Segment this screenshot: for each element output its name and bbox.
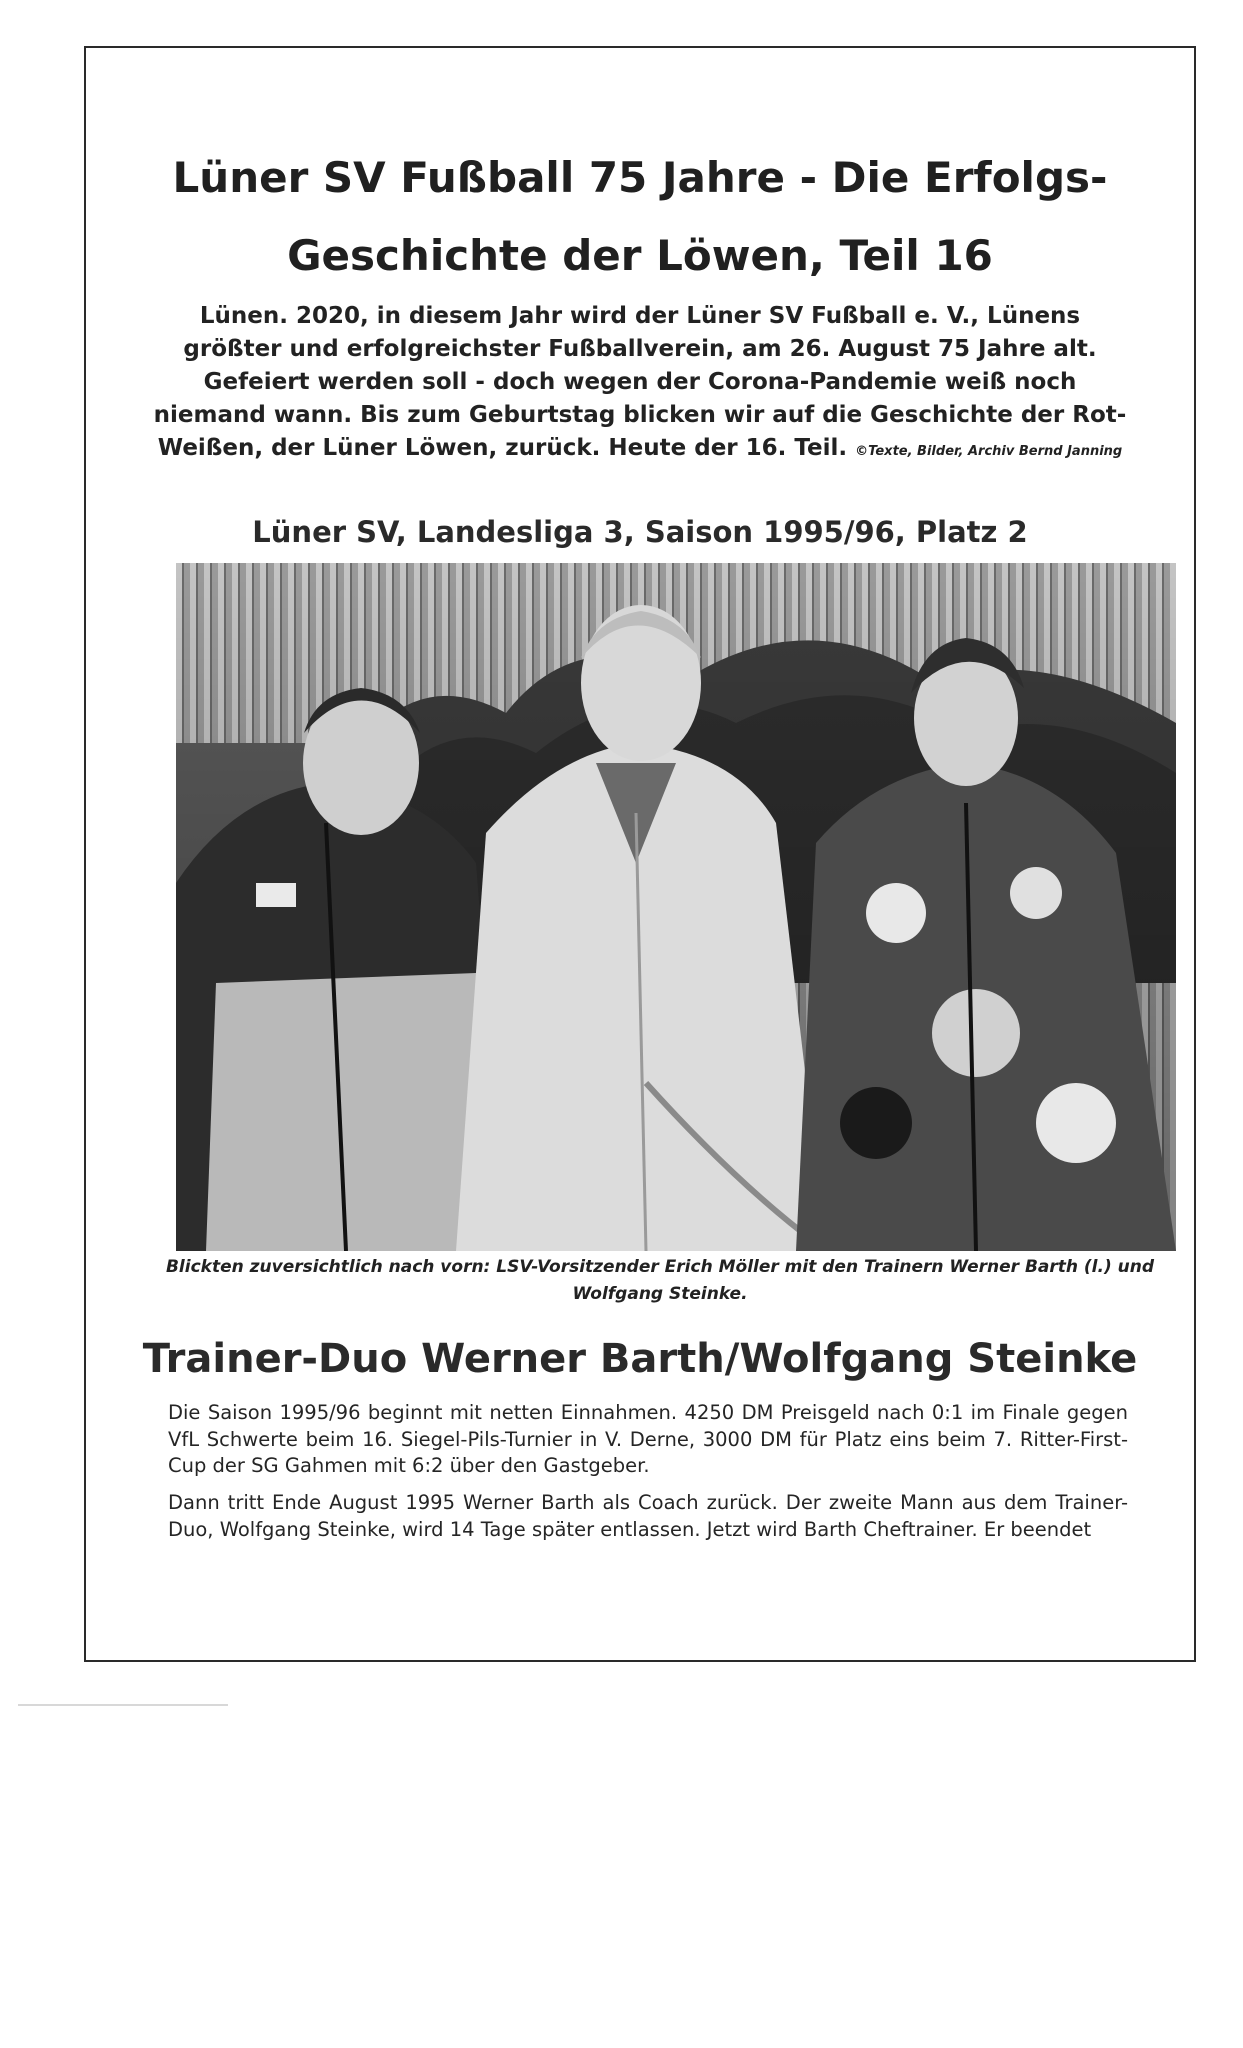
season-subhead: Lüner SV, Landesliga 3, Saison 1995/96, Platz 2 bbox=[252, 515, 1028, 549]
article-title-line-2: Geschichte der Löwen, Teil 16 bbox=[287, 231, 993, 280]
article-title-line-1: Lüner SV Fußball 75 Jahre - Die Erfolgs- bbox=[172, 153, 1108, 202]
team-photo bbox=[176, 563, 1176, 1251]
article-intro bbox=[150, 300, 1130, 468]
intro-text: Lünen. 2020, in diesem Jahr wird der Lüner SV Fußball e. V., Lünens größter und erfolgreichster Fußballverein, am 26. August 75 Jahre alt. Gefeiert werden soll - doch wegen der Corona-Pandemie weiß noch niemand wann. Bis zum Geburtstag blicken wir auf die Geschichte der Rot-Weißen, der Lüner Löwen, zurück. Heute der 16. Teil. bbox=[153, 303, 1127, 461]
body-paragraph: Dann tritt Ende August 1995 Werner Barth als Coach zurück. Der zweite Mann aus dem Trainer-Duo, Wolfgang Steinke, wird 14 Tage später entlassen. Jetzt wird Barth Cheftrainer. Er beendet bbox=[168, 1491, 1128, 1541]
section-heading: Trainer-Duo Werner Barth/Wolfgang Steinke bbox=[142, 1336, 1138, 1382]
photo-caption: Blickten zuversichtlich nach vorn: LSV-Vorsitzender Erich Möller mit den Trainern Werner Barth (l.) und Wolfgang Steinke. bbox=[165, 1257, 1155, 1304]
photo-credit: ©Texte, Bilder, Archiv Bernd Janning bbox=[855, 444, 1123, 459]
body-paragraph: Die Saison 1995/96 beginnt mit netten Einnahmen. 4250 DM Preisgeld nach 0:1 im Finale gegen VfL Schwerte beim 16. Siegel-Pils-Turnier in V. Derne, 3000 DM für Platz eins beim 7. Ritter-First-Cup der SG Gahmen mit 6:2 über den Gastgeber. bbox=[168, 1401, 1128, 1477]
scan-artifact-line bbox=[18, 1704, 228, 1706]
